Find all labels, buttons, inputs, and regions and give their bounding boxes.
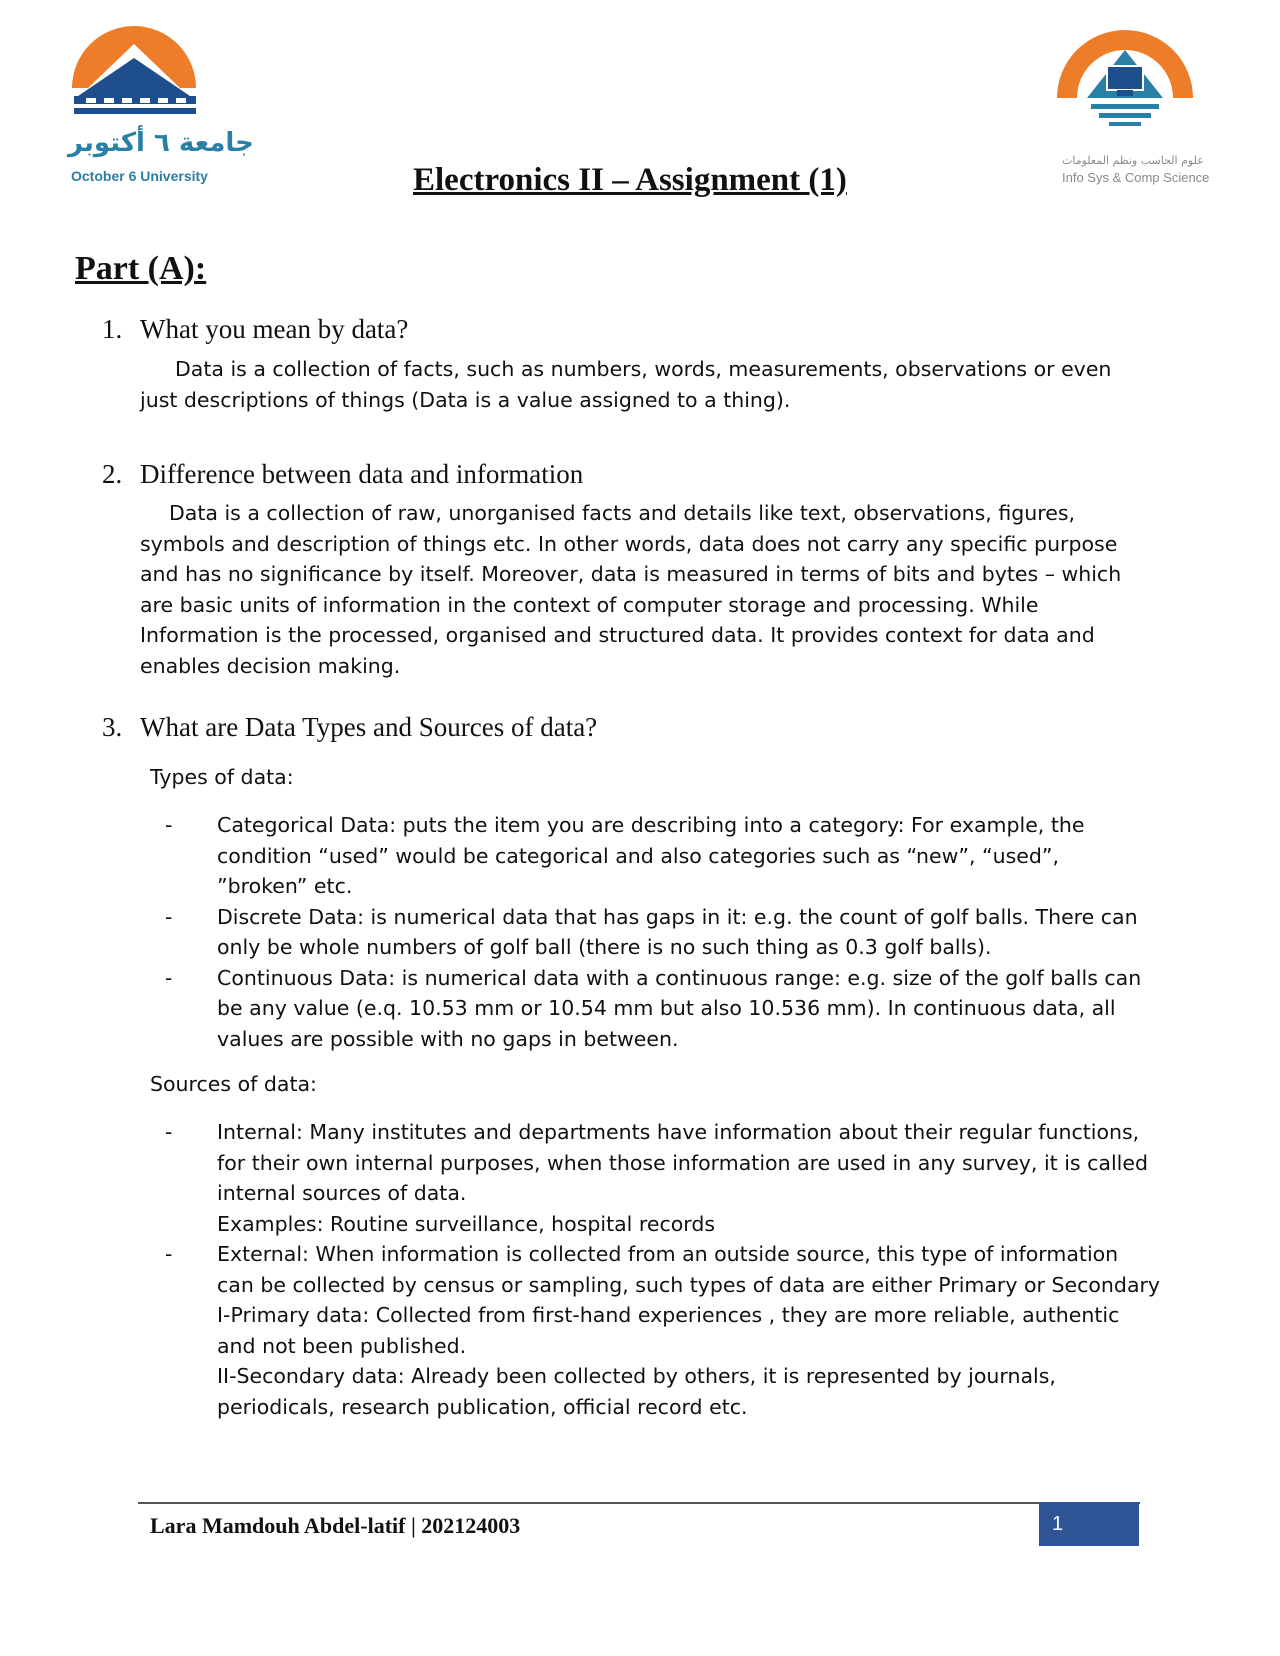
types-list (165, 810, 1165, 1054)
list-line: ”broken” etc. (217, 874, 353, 898)
university-name-arabic: جامعة ٦ أكتوبر (68, 128, 254, 158)
question-text: Difference between data and information (140, 459, 584, 489)
list-line: - Internal: Many institutes and departments have information about their regular functions, (217, 1120, 1140, 1144)
footer-author: Lara Mamdouh Abdel-latif | 202124003 (150, 1513, 521, 1538)
question-text: What you mean by data? (140, 314, 409, 344)
question-number: 2. (102, 459, 123, 489)
answer-line: and has no significance by itself. Moreover, data is measured in terms of bits and bytes – which (140, 562, 1122, 586)
list-item (165, 1239, 1175, 1422)
page-number-box (1039, 1502, 1139, 1546)
list-line: I-Primary data: Collected from first-hand experiences , they are more reliable, authentic (217, 1303, 1120, 1327)
question-3-title (102, 712, 597, 743)
answer-line: Data is a collection of raw, unorganised facts and details like text, observations, figures, (169, 501, 1076, 525)
question-number: 3. (102, 712, 123, 742)
answer-2 (140, 498, 1150, 681)
list-line: II-Secondary data: Already been collected by others, it is represented by journals, (217, 1364, 1056, 1388)
list-item (165, 902, 1165, 963)
list-line: - Categorical Data: puts the item you are describing into a category: For example, the (217, 813, 1085, 837)
list-item (165, 1117, 1175, 1239)
answer-line: symbols and description of things etc. In other words, data does not carry any specific purpose (140, 531, 1118, 556)
answer-line: enables decision making. (140, 653, 401, 678)
list-item (165, 810, 1165, 902)
answer-line: Data is a collection of facts, such as numbers, words, measurements, observations or even (175, 357, 1112, 381)
department-name-arabic: علوم الحاسب ونظم المعلومات (1062, 154, 1204, 167)
part-heading: Part (A): (75, 250, 207, 287)
department-name-english: Info Sys & Comp Science (1062, 170, 1210, 185)
list-line: can be collected by census or sampling, such types of data are either Primary or Secondary (217, 1272, 1161, 1297)
types-label: Types of data: (150, 765, 294, 789)
list-line: - Discrete Data: is numerical data that has gaps in it: e.g. the count of golf balls. There can (217, 904, 1138, 929)
footer-divider (138, 1502, 1140, 1504)
question-text: What are Data Types and Sources of data? (140, 712, 598, 742)
question-1-title (102, 314, 408, 345)
university-name-english: October 6 University (71, 168, 208, 184)
question-number: 1. (102, 314, 123, 344)
list-line: periodicals, research publication, official record etc. (217, 1394, 748, 1419)
list-line: - Continuous Data: is numerical data with a continuous range: e.g. size of the golf balls can (217, 965, 1142, 990)
list-line: - External: When information is collected from an outside source, this type of information (217, 1242, 1119, 1266)
page-number: 1 (1052, 1513, 1064, 1535)
answer-line: just descriptions of things (Data is a value assigned to a thing). (140, 387, 791, 412)
document-title: Electronics II – Assignment (1) (413, 162, 847, 198)
list-line: condition “used” would be categorical and also categories such as “new”, “used”, (217, 843, 1060, 868)
list-line: for their own internal purposes, when those information are used in any survey, it is called (217, 1150, 1148, 1175)
answer-1 (140, 354, 1140, 415)
list-item (165, 963, 1165, 1055)
list-line: be any value (e.q. 10.53 mm or 10.54 mm but also 10.536 mm). In continuous data, all (217, 996, 1116, 1020)
answer-line: are basic units of information in the context of computer storage and processing. While (140, 592, 1039, 617)
answer-line: Information is the processed, organised and structured data. It provides context for data and (140, 623, 1095, 647)
computer-logo-icon (1045, 8, 1195, 148)
list-line: values are possible with no gaps in between. (217, 1026, 679, 1051)
question-2-title (102, 459, 583, 490)
list-line: Examples: Routine surveillance, hospital records (217, 1211, 716, 1236)
list-line: internal sources of data. (217, 1181, 467, 1205)
university-logo-icon (62, 8, 222, 128)
sources-list (165, 1117, 1175, 1422)
list-line: and not been published. (217, 1333, 467, 1358)
list-line: only be whole numbers of golf ball (there is no such thing as 0.3 golf balls). (217, 935, 992, 959)
sources-label: Sources of data: (150, 1072, 317, 1096)
